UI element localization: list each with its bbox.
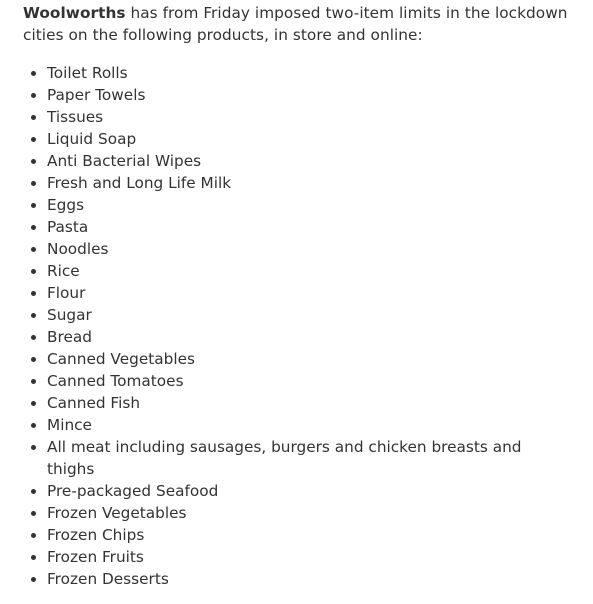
list-item-label: Toilet Rolls xyxy=(47,64,128,82)
list-item-label: Mince xyxy=(47,416,92,434)
bullet-icon xyxy=(31,577,36,582)
bullet-icon xyxy=(31,489,36,494)
bullet-icon xyxy=(31,115,36,120)
bullet-icon xyxy=(31,203,36,208)
list-item-label: Frozen Vegetables xyxy=(47,504,187,522)
list-item xyxy=(23,194,543,216)
bullet-icon xyxy=(31,533,36,538)
list-item-label: Flour xyxy=(47,284,86,302)
list-item xyxy=(23,128,543,150)
list-item-label: Liquid Soap xyxy=(47,130,137,148)
bullet-icon xyxy=(31,137,36,142)
list-item-label: Noodles xyxy=(47,240,109,258)
list-item xyxy=(23,436,543,480)
list-item xyxy=(23,546,543,568)
bullet-icon xyxy=(31,269,36,274)
list-item-label: Anti Bacterial Wipes xyxy=(47,152,202,170)
list-item xyxy=(23,62,543,84)
list-item-label: Canned Tomatoes xyxy=(47,372,184,390)
bullet-icon xyxy=(31,555,36,560)
list-item-label: Tissues xyxy=(47,108,104,126)
intro-paragraph xyxy=(23,0,568,46)
list-item xyxy=(23,84,543,106)
list-item xyxy=(23,524,543,546)
list-item-label: Frozen Chips xyxy=(47,526,145,544)
retailer-name: Woolworths xyxy=(23,4,126,22)
list-item-label: Pasta xyxy=(47,218,89,236)
list-item xyxy=(23,480,543,502)
list-item xyxy=(23,216,543,238)
list-item xyxy=(23,282,543,304)
list-item-label: Pre-packaged Seafood xyxy=(47,482,219,500)
list-item-label: Bread xyxy=(47,328,92,346)
bullet-icon xyxy=(31,423,36,428)
list-item xyxy=(23,106,543,128)
bullet-icon xyxy=(31,93,36,98)
bullet-icon xyxy=(31,159,36,164)
list-item xyxy=(23,348,543,370)
list-item-label: Sugar xyxy=(47,306,92,324)
list-item xyxy=(23,260,543,282)
list-item xyxy=(23,172,543,194)
list-item xyxy=(23,502,543,524)
list-item xyxy=(23,414,543,436)
list-item-label: Eggs xyxy=(47,196,85,214)
bullet-icon xyxy=(31,445,36,450)
bullet-icon xyxy=(31,313,36,318)
list-item-label: Fresh and Long Life Milk xyxy=(47,174,232,192)
list-item xyxy=(23,238,543,260)
list-item xyxy=(23,392,543,414)
bullet-icon xyxy=(31,401,36,406)
list-item-label: Canned Vegetables xyxy=(47,350,195,368)
list-item xyxy=(23,150,543,172)
list-item-label: Paper Towels xyxy=(47,86,146,104)
list-item-label: All meat including sausages, burgers and chicken breasts and thighs xyxy=(47,438,522,478)
bullet-icon xyxy=(31,225,36,230)
list-item-label: Frozen Desserts xyxy=(47,570,169,588)
bullet-icon xyxy=(31,357,36,362)
bullet-icon xyxy=(31,247,36,252)
list-item xyxy=(23,304,543,326)
bullet-icon xyxy=(31,291,36,296)
list-item xyxy=(23,370,543,392)
list-item xyxy=(23,568,543,590)
list-item xyxy=(23,326,543,348)
bullet-icon xyxy=(31,379,36,384)
intro-text: has from Friday imposed two-item limits in the lockdown cities on the following products, in store and online: xyxy=(23,4,568,44)
list-item-label: Rice xyxy=(47,262,80,280)
bullet-icon xyxy=(31,71,36,76)
list-item-label: Frozen Fruits xyxy=(47,548,144,566)
list-item-label: Canned Fish xyxy=(47,394,141,412)
bullet-icon xyxy=(31,511,36,516)
bullet-icon xyxy=(31,335,36,340)
bullet-icon xyxy=(31,181,36,186)
limited-products-list xyxy=(23,62,543,590)
